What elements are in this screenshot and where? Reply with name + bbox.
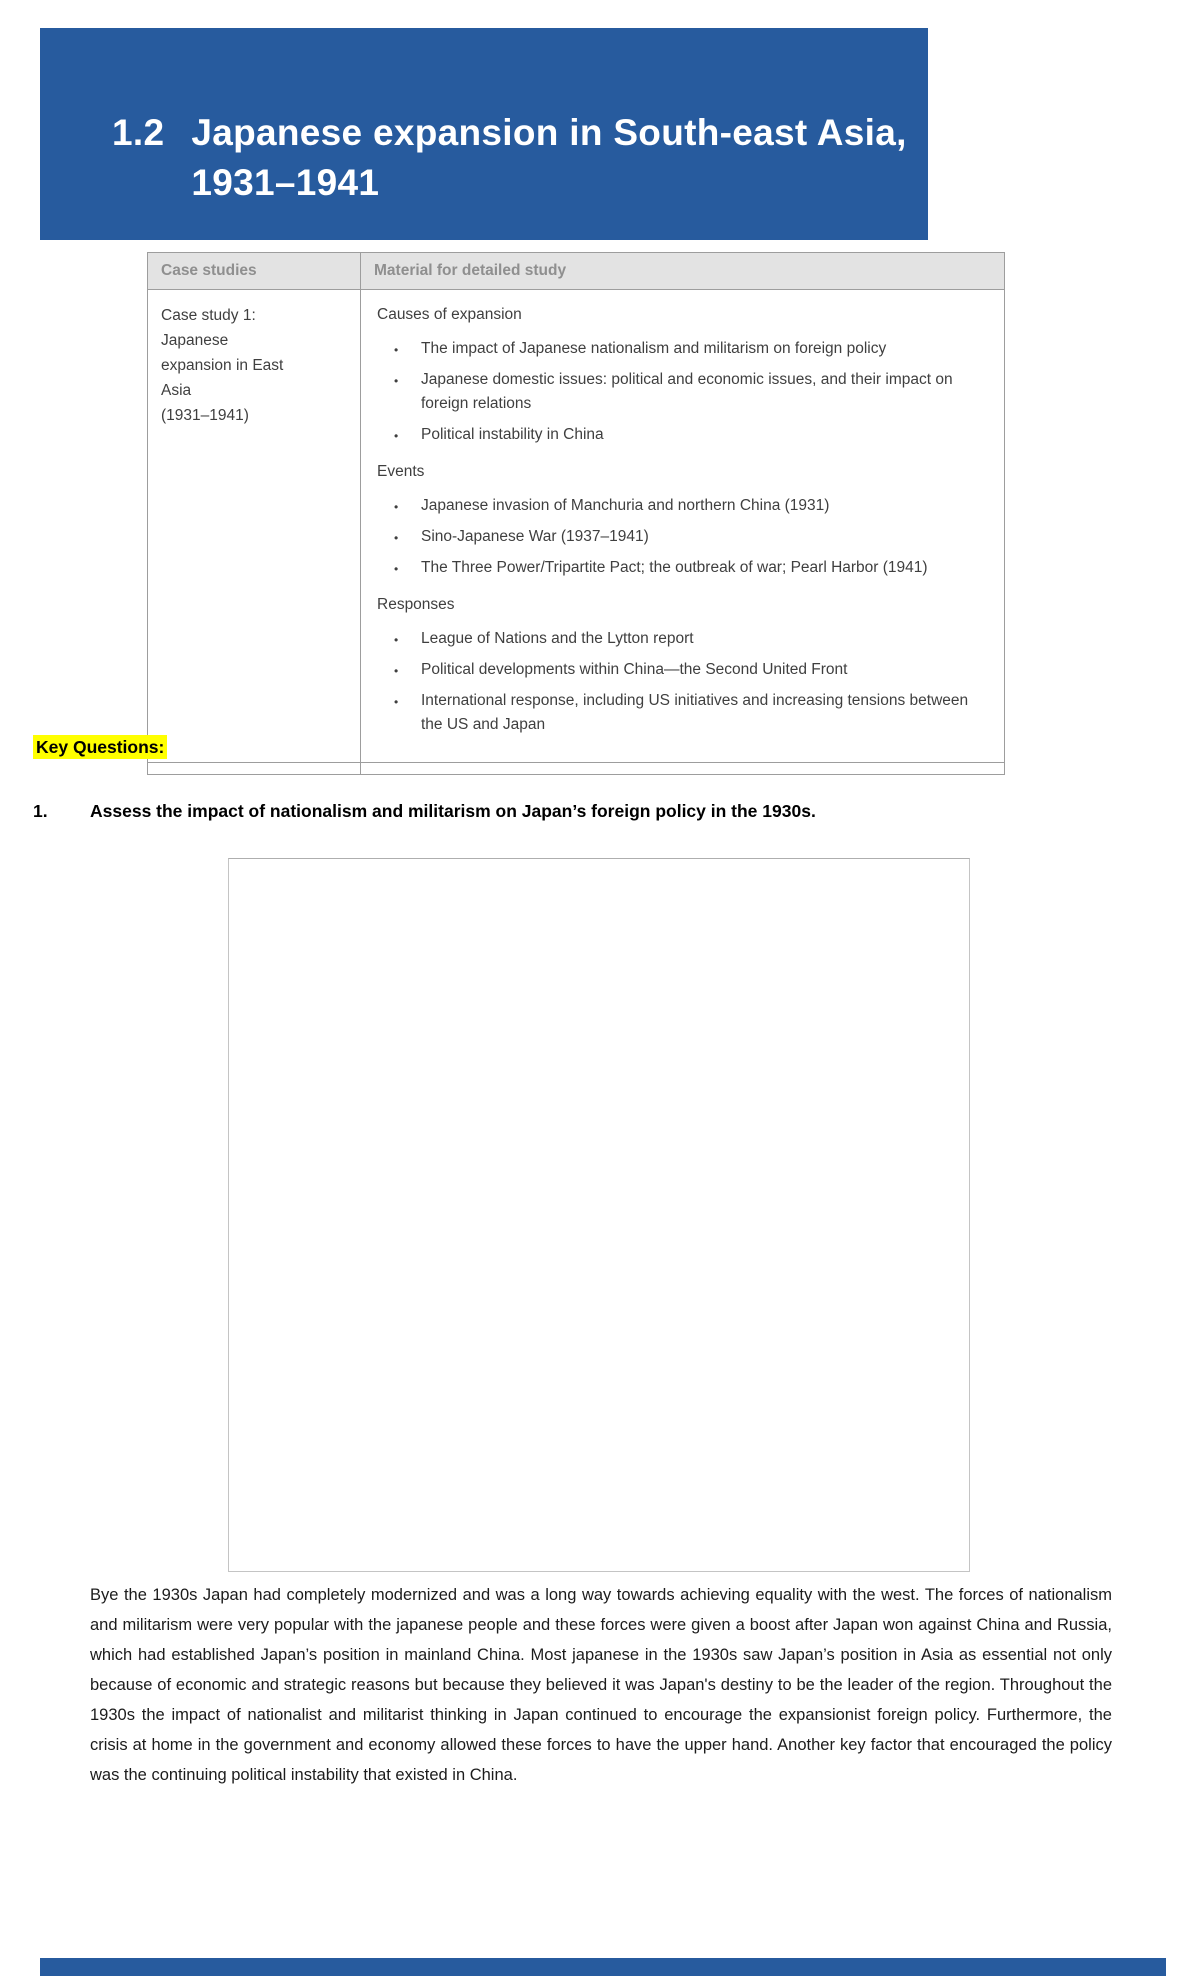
- table-cutoff-row: [148, 762, 1004, 774]
- table-cutoff-cell-right: [361, 763, 1004, 774]
- case-study-line: (1931–1941): [161, 407, 249, 424]
- list-item: • Political instability in China: [377, 423, 988, 447]
- material-cell: [361, 290, 1004, 762]
- events-bullet-list: [377, 494, 988, 580]
- section-heading-events: Events: [377, 463, 425, 480]
- case-study-line: Japanese: [161, 332, 229, 349]
- case-study-line: expansion in East: [161, 357, 284, 374]
- section-title: [112, 108, 928, 208]
- answer-paragraph: Bye the 1930s Japan had completely modernized and was a long way towards achieving equality with the west. The forces of nationalism and militarism were very popular with the japanese people and these forces were given a boost after Japan won against China and Russia, which had established Japan’s position in mainland China. Most japanese in the 1930s saw Japan’s position in Asia as essential not only because of economic and strategic reasons but because they believed it was Japan's destiny to be the leader of the region. Throughout the 1930s the impact of nationalist and militarist thinking in Japan continued to encourage the expansionist foreign policy. Furthermore, the crisis at home in the government and economy allowed these forces to have the upper hand. Another key factor that encouraged the policy was the continuing political instability that existed in China.: [90, 1586, 1112, 1784]
- section-banner: [40, 28, 928, 240]
- table-body-row: [148, 290, 1004, 762]
- header-material: Material for detailed study: [374, 262, 567, 279]
- question-1: [33, 799, 1113, 823]
- case-study-line: Asia: [161, 382, 192, 399]
- causes-bullet-list: [377, 337, 988, 447]
- list-item: • League of Nations and the Lytton report: [377, 627, 988, 651]
- responses-bullet-list: [377, 627, 988, 737]
- table-header-row: [148, 253, 1004, 290]
- section-heading-causes: Causes of expansion: [377, 306, 522, 323]
- list-item: • Japanese domestic issues: political and economic issues, and their impact on foreign relations: [377, 368, 988, 416]
- section-heading-responses: Responses: [377, 596, 455, 613]
- list-item: • International response, including US initiatives and increasing tensions between the US and Japan: [377, 689, 988, 737]
- question-text: Assess the impact of nationalism and militarism on Japan’s foreign policy in the 1930s.: [90, 801, 816, 821]
- next-section-banner-strip: [40, 1958, 1166, 1976]
- section-number: 1.2: [112, 112, 165, 153]
- list-item: • Sino-Japanese War (1937–1941): [377, 525, 988, 549]
- key-questions-heading: [33, 737, 167, 758]
- list-item: • The Three Power/Tripartite Pact; the outbreak of war; Pearl Harbor (1941): [377, 556, 988, 580]
- case-study-line: Case study 1:: [161, 307, 256, 324]
- case-study-cell: [148, 290, 361, 762]
- section-title-line1: Japanese expansion in South-east Asia,: [191, 112, 907, 153]
- empty-answer-box: [228, 858, 970, 1572]
- table-cutoff-cell-left: [148, 763, 361, 774]
- key-questions-label: Key Questions:: [33, 735, 167, 759]
- question-number: 1.: [33, 801, 48, 821]
- section-title-line2: 1931–1941: [191, 162, 380, 203]
- list-item: • The impact of Japanese nationalism and militarism on foreign policy: [377, 337, 988, 361]
- header-case-studies: Case studies: [148, 253, 361, 289]
- case-study-table: [147, 252, 1005, 775]
- list-item: • Political developments within China—the Second United Front: [377, 658, 988, 682]
- list-item: • Japanese invasion of Manchuria and northern China (1931): [377, 494, 988, 518]
- section-title-text: [191, 108, 906, 208]
